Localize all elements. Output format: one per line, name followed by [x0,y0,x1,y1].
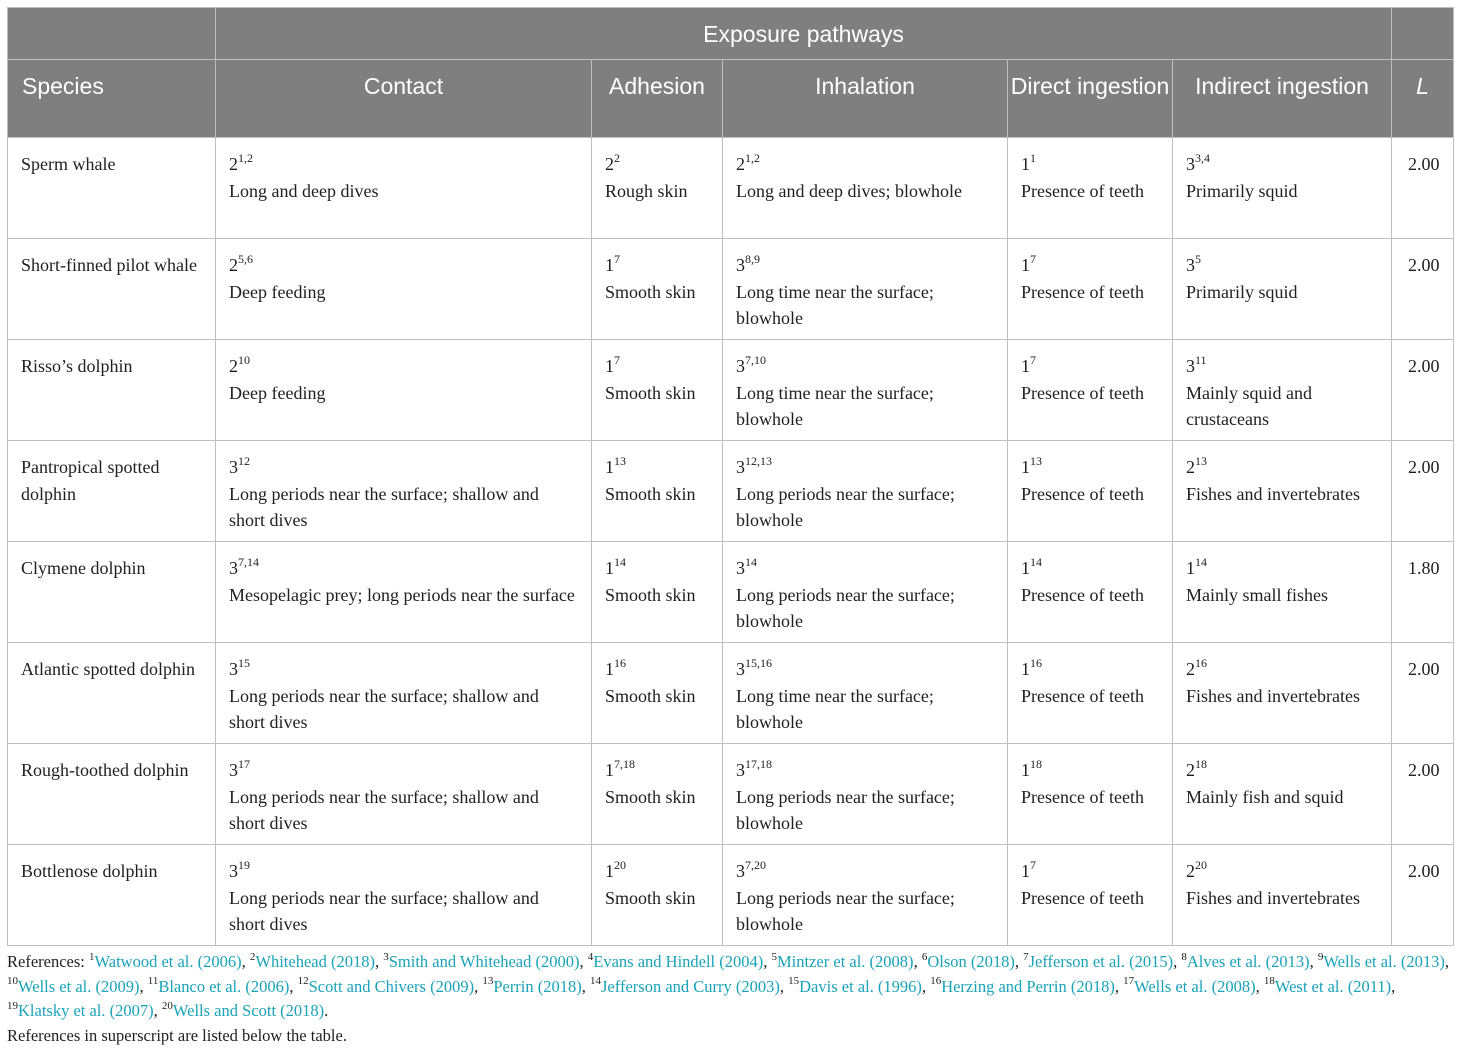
table-body [8,138,1454,946]
reference-number: 12 [297,975,309,987]
reference-link[interactable]: Klatsky et al. (2007) [18,1001,154,1020]
references-label: References: [7,952,85,971]
reference-link[interactable]: Olson (2018) [927,952,1015,971]
pathway-cell [1008,138,1173,239]
score-value: 3 [736,659,745,679]
reference-superscript: 7 [1030,252,1036,266]
justification-text: Primarily squid [1186,180,1298,201]
column-header-contact: Contact [216,60,592,138]
justification-text: Mainly squid and crustaceans [1186,382,1312,429]
pathway-cell [1173,744,1392,845]
score-value: 1 [1021,659,1030,679]
l-value-cell: 2.00 [1392,744,1454,845]
reference-superscript: 14 [1030,555,1042,569]
reference-number: 9 [1317,950,1324,963]
table-footnotes [7,950,1453,1048]
reference-number: 19 [7,999,18,1012]
reference-superscript: 12 [238,454,250,468]
reference-superscript: 15 [238,656,250,670]
table-row [8,845,1454,946]
column-header-l: L [1392,60,1454,138]
justification-text: Presence of teeth [1021,887,1144,908]
reference-number: 18 [1263,975,1275,987]
score-value: 2 [229,255,238,275]
column-header-indirect-ingestion: Indirect ingestion [1173,60,1392,138]
reference-superscript: 5 [1195,252,1201,266]
reference-superscript: 14 [614,555,626,569]
l-value-cell: 2.00 [1392,845,1454,946]
reference-link[interactable]: Smith and Whitehead (2000) [388,952,580,971]
pathway-cell [723,441,1008,542]
pathway-cell [1173,138,1392,239]
reference-link[interactable]: West et al. (2011) [1274,976,1392,996]
justification-text: Mainly fish and squid [1186,786,1344,807]
reference-link[interactable]: Watwood et al. (2006) [94,952,242,971]
score-value: 3 [736,255,745,275]
reference-number: 11 [147,975,159,987]
score-value: 1 [605,356,614,376]
justification-text: Long periods near the surface; blowhole [736,786,955,833]
pathway-cell [216,441,592,542]
pathway-cell [216,138,592,239]
justification-text: Deep feeding [229,382,326,403]
pathway-cell [1008,744,1173,845]
reference-superscript: 11 [1195,353,1207,367]
species-cell: Risso’s dolphin [8,340,216,441]
pathway-cell [1008,340,1173,441]
reference-number: 15 [788,975,800,987]
justification-text: Mesopelagic prey; long periods near the surface [229,584,575,605]
l-value-cell: 2.00 [1392,239,1454,340]
justification-text: Mainly small fishes [1186,584,1328,605]
reference-number: 17 [1123,975,1135,987]
pathway-cell [723,744,1008,845]
reference-link[interactable]: Mintzer et al. (2008) [777,952,914,971]
reference-link[interactable]: Alves et al. (2013) [1186,952,1310,971]
reference-superscript: 12,13 [745,454,772,468]
reference-superscript: 13 [614,454,626,468]
justification-text: Rough skin [605,180,688,201]
reference-link[interactable]: Wells et al. (2013) [1323,952,1445,971]
score-value: 1 [1021,861,1030,881]
reference-link[interactable]: Scott and Chivers (2009) [308,976,475,996]
table-row [8,744,1454,845]
pathway-cell [1008,845,1173,946]
l-value-cell: 2.00 [1392,138,1454,239]
score-value: 2 [736,154,745,174]
pathway-cell [1173,340,1392,441]
pathway-cell [1008,542,1173,643]
header-blank [8,8,216,60]
reference-superscript: 1,2 [745,151,760,165]
score-value: 1 [605,659,614,679]
species-cell: Pantropical spotted dolphin [8,441,216,542]
l-value-cell: 2.00 [1392,340,1454,441]
score-value: 3 [736,558,745,578]
pathway-cell [1173,643,1392,744]
justification-text: Long and deep dives [229,180,379,201]
pathway-cell [592,239,723,340]
reference-superscript: 16 [1030,656,1042,670]
pathway-cell [1173,239,1392,340]
justification-text: Long periods near the surface; shallow and short dives [229,483,539,530]
pathway-cell [723,542,1008,643]
score-value: 3 [1186,255,1195,275]
score-value: 1 [605,457,614,477]
species-cell: Atlantic spotted dolphin [8,643,216,744]
score-value: 1 [605,558,614,578]
score-value: 3 [736,861,745,881]
justification-text: Smooth skin [605,483,696,504]
score-value: 2 [1186,861,1195,881]
score-value: 3 [1186,356,1195,376]
justification-text: Long periods near the surface; blowhole [736,584,955,631]
references-list: References: $^1$Watwood et al. (2006), $^2$Whitehead (2018), $^3$Smith and Whitehead (2000), $^4$Evans and Hindell (2004), $^5$Mintzer et al. (2008), $^6$Olson (2018), $^7$Jefferson et al. (2015), $^8$Alves et al. (2013), $^9$Wells et al. (2013), $^{10}$Wells et al. (2009), $^{11}$Blanco et al. (2006), $^{12}$Scott and Chivers (2009), $^{13}$Perrin (2018), $^{14}$Jefferson and Curry (2003), $^{15}$Davis et al. (1996), $^{16}$Herzing and Perrin (2018), $^{17}$Wells et al. (2008), $^{18}$West et al. (2011), $^{19}$Klatsky et al. (2007), $^{20}$Wells and Scott (2018). [7,950,1450,1020]
justification-text: Long periods near the surface; shallow and short dives [229,786,539,833]
pathway-cell [592,441,723,542]
reference-link[interactable]: Wells and Scott (2018) [172,1001,325,1020]
reference-number: 10 [7,975,18,987]
reference-superscript: 5,6 [238,252,253,266]
justification-text: Long periods near the surface; shallow and short dives [229,685,539,732]
reference-superscript: 1,2 [238,151,253,165]
justification-text: Long and deep dives; blowhole [736,180,962,201]
score-value: 3 [736,457,745,477]
score-value: 1 [1021,255,1030,275]
reference-number: 2 [249,950,256,963]
justification-text: Smooth skin [605,786,696,807]
column-header-adhesion: Adhesion [592,60,723,138]
pathway-cell [216,845,592,946]
reference-superscript: 7,14 [238,555,259,569]
score-value: 2 [605,154,614,174]
reference-number: 3 [383,950,389,963]
reference-link[interactable]: Perrin (2018) [493,976,582,996]
reference-superscript: 13 [1195,454,1207,468]
score-value: 2 [1186,760,1195,780]
header-blank [1392,8,1454,60]
table-row [8,138,1454,239]
pathway-cell [592,138,723,239]
reference-superscript: 18 [1195,757,1207,771]
justification-text: Long time near the surface; blowhole [736,281,934,328]
score-value: 2 [1186,659,1195,679]
score-value: 3 [736,760,745,780]
reference-superscript: 7 [614,353,620,367]
reference-link[interactable]: Jefferson and Curry (2003) [601,976,780,996]
species-cell: Bottlenose dolphin [8,845,216,946]
reference-superscript: 13 [1030,454,1042,468]
species-cell: Sperm whale [8,138,216,239]
justification-text: Long time near the surface; blowhole [736,382,934,429]
score-value: 1 [1021,760,1030,780]
reference-superscript: 7,10 [745,353,766,367]
pathway-cell [1173,542,1392,643]
reference-number: 13 [482,975,494,987]
reference-link[interactable]: Whitehead (2018) [255,952,375,971]
reference-number: 1 [89,950,95,963]
reference-number: 20 [161,999,173,1012]
justification-text: Smooth skin [605,584,696,605]
header-group-exposure-pathways: Exposure pathways [216,8,1392,60]
score-value: 3 [736,356,745,376]
species-cell: Rough-toothed dolphin [8,744,216,845]
score-value: 2 [229,356,238,376]
score-value: 3 [229,659,238,679]
reference-superscript: 14 [745,555,757,569]
reference-superscript: 16 [614,656,626,670]
justification-text: Deep feeding [229,281,326,302]
justification-text: Fishes and invertebrates [1186,685,1360,706]
reference-superscript: 16 [1195,656,1207,670]
l-value-cell: 2.00 [1392,441,1454,542]
justification-text: Long periods near the surface; shallow and short dives [229,887,539,934]
justification-text: Presence of teeth [1021,382,1144,403]
species-cell: Short-finned pilot whale [8,239,216,340]
score-value: 1 [1021,356,1030,376]
pathway-cell [723,340,1008,441]
table-row [8,542,1454,643]
pathway-cell [723,845,1008,946]
justification-text: Presence of teeth [1021,786,1144,807]
justification-text: Primarily squid [1186,281,1298,302]
pathway-cell [216,239,592,340]
reference-superscript: 7,18 [614,757,635,771]
score-value: 3 [1186,154,1195,174]
reference-superscript: 10 [238,353,250,367]
score-value: 2 [1186,457,1195,477]
justification-text: Smooth skin [605,281,696,302]
score-value: 1 [1021,457,1030,477]
justification-text: Long periods near the surface; blowhole [736,887,955,934]
reference-number: 14 [590,975,602,987]
pathway-cell [1173,441,1392,542]
reference-superscript: 8,9 [745,252,760,266]
species-cell: Clymene dolphin [8,542,216,643]
justification-text: Presence of teeth [1021,180,1144,201]
l-value-cell: 2.00 [1392,643,1454,744]
pathway-cell [1008,441,1173,542]
justification-text: Fishes and invertebrates [1186,887,1360,908]
justification-text: Fishes and invertebrates [1186,483,1360,504]
justification-text: Presence of teeth [1021,281,1144,302]
score-value: 1 [1021,558,1030,578]
pathway-cell [592,542,723,643]
justification-text: Smooth skin [605,382,696,403]
reference-superscript: 7,20 [745,858,766,872]
justification-text: Presence of teeth [1021,685,1144,706]
pathway-cell [723,138,1008,239]
reference-superscript: 1 [1030,151,1036,165]
reference-number: 7 [1023,950,1029,963]
reference-superscript: 17,18 [745,757,772,771]
table-row [8,441,1454,542]
reference-link[interactable]: Wells et al. (2008) [1134,976,1256,996]
reference-superscript: 19 [238,858,250,872]
reference-superscript: 20 [1195,858,1207,872]
reference-link[interactable]: Wells et al. (2009) [18,976,140,996]
reference-number: 5 [771,950,778,963]
score-value: 1 [1186,558,1195,578]
reference-superscript: 15,16 [745,656,772,670]
justification-text: Smooth skin [605,887,696,908]
justification-text: Long time near the surface; blowhole [736,685,934,732]
column-header-direct-ingestion: Direct ingestion [1008,60,1173,138]
justification-text: Long periods near the surface; blowhole [736,483,955,530]
score-value: 3 [229,457,238,477]
exposure-table [7,7,1454,946]
column-header-species: Species [8,60,216,138]
score-value: 3 [229,760,238,780]
reference-superscript: 3,4 [1195,151,1210,165]
pathway-cell [592,340,723,441]
pathway-cell [1008,239,1173,340]
table-row [8,643,1454,744]
reference-number: 4 [587,950,594,963]
reference-link[interactable]: Jefferson et al. (2015) [1028,952,1174,971]
reference-superscript: 14 [1195,555,1207,569]
reference-link[interactable]: Evans and Hindell (2004) [593,952,764,971]
reference-superscript: 18 [1030,757,1042,771]
reference-number: 8 [1181,950,1187,963]
justification-text: Presence of teeth [1021,483,1144,504]
score-value: 1 [605,255,614,275]
score-value: 3 [229,558,238,578]
column-header-inhalation: Inhalation [723,60,1008,138]
reference-link[interactable]: Davis et al. (1996) [799,976,922,996]
table-row [8,239,1454,340]
score-value: 1 [1021,154,1030,174]
reference-superscript: 20 [614,858,626,872]
reference-number: 16 [930,975,942,987]
reference-link[interactable]: Blanco et al. (2006) [158,976,290,996]
pathway-cell [1008,643,1173,744]
reference-superscript: 7 [1030,858,1036,872]
score-value: 1 [605,861,614,881]
pathway-cell [216,744,592,845]
pathway-cell [216,542,592,643]
pathway-cell [723,643,1008,744]
pathway-cell [216,643,592,744]
pathway-cell [723,239,1008,340]
pathway-cell [216,340,592,441]
reference-superscript: 17 [238,757,250,771]
score-value: 3 [229,861,238,881]
reference-superscript: 7 [614,252,620,266]
reference-link[interactable]: Herzing and Perrin (2018) [941,976,1115,996]
score-value: 2 [229,154,238,174]
score-value: 1 [605,760,614,780]
pathway-cell [592,845,723,946]
pathway-cell [1173,845,1392,946]
reference-superscript: 2 [614,151,620,165]
pathway-cell [592,643,723,744]
reference-superscript: 7 [1030,353,1036,367]
reference-number: 6 [921,950,928,963]
superscript-note: References in superscript are listed below the table. [7,1025,347,1045]
l-value-cell: 1.80 [1392,542,1454,643]
justification-text: Smooth skin [605,685,696,706]
justification-text: Presence of teeth [1021,584,1144,605]
table-row [8,340,1454,441]
pathway-cell [592,744,723,845]
